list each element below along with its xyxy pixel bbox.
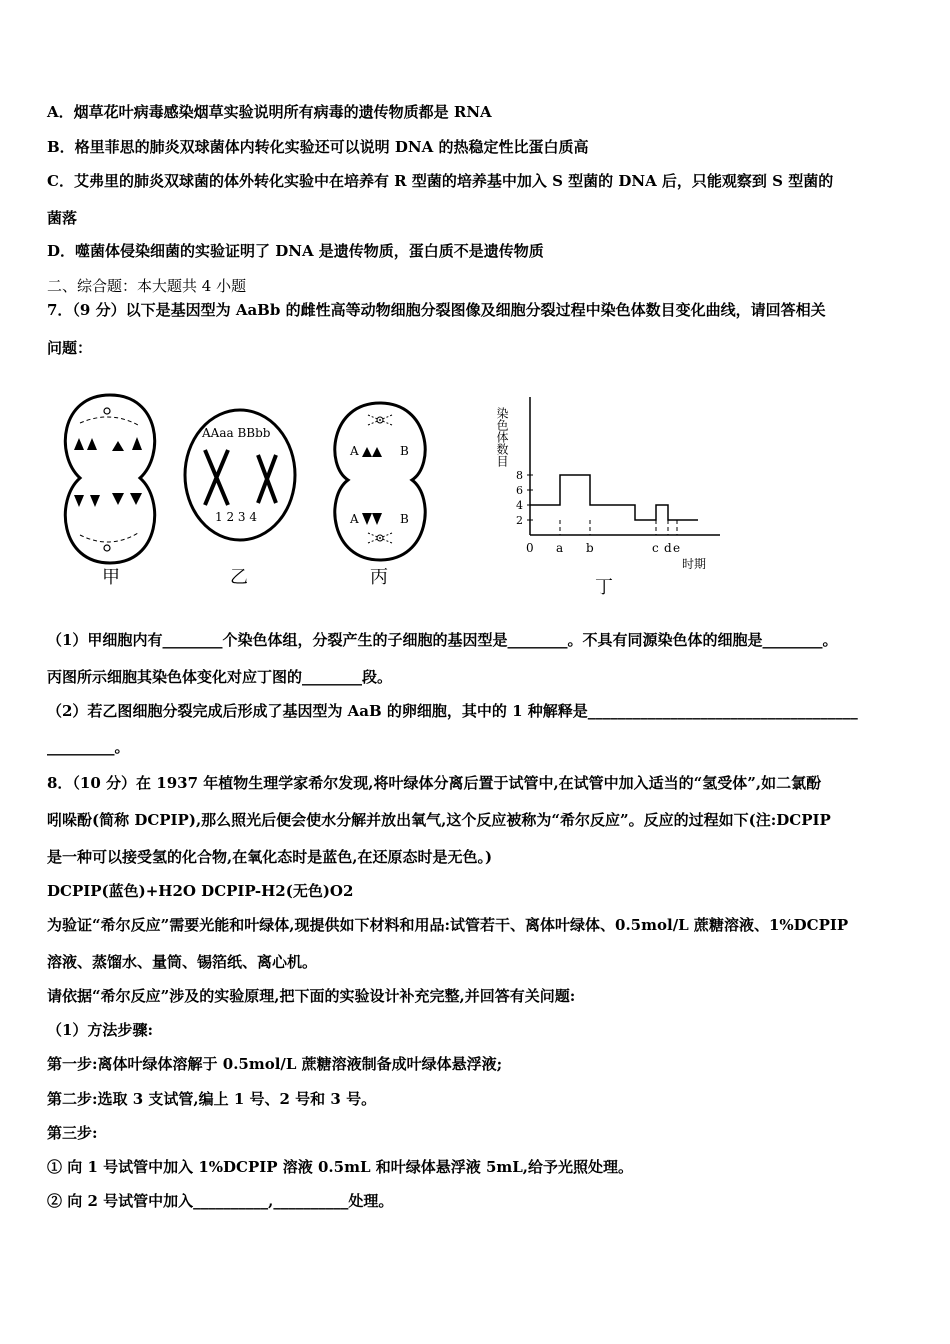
q8-line1: 8．（10 分）在 1937 年植物生理学家希尔发现,将叶绿体分离后置于试管中,在试管中加入适当的“氢受体”,如二氯酚 (47, 774, 822, 792)
q8-line6: 请依据“希尔反应”涉及的实验原理,把下面的实验设计补充完整,并回答有关问题: (47, 987, 576, 1005)
chromosome-count-chart (516, 397, 720, 555)
q7-sub1-line1: （1）甲细胞内有________个染色体组，分裂产生的子细胞的基因型是________。不具有同源染色体的细胞是________。 (47, 631, 838, 649)
q8-equation: DCPIP(蓝色)+H2O DCPIP-H2(无色)O2 (47, 882, 354, 900)
q7-sub2-line2: _________。 (47, 738, 130, 756)
q8-step2: 第二步:选取 3 支试管,编上 1 号、2 号和 3 号。 (47, 1090, 377, 1108)
cell-division-figure (50, 385, 730, 600)
q7-sub2-line1: （2）若乙图细胞分裂完成后形成了基因型为 AaB 的卵细胞，其中的 1 种解释是____________________________________ (47, 702, 858, 720)
yi-allele-labels: AAaa BBbb (202, 426, 271, 440)
q8-step3: 第三步: (47, 1124, 98, 1142)
yi-chromosome-numbers: 1 2 3 4 (215, 510, 257, 524)
y-tick-label: 2 (516, 514, 523, 527)
x-tick-label: b (586, 541, 594, 555)
q8-step1: 第一步:离体叶绿体溶解于 0.5mol/L 蔗糖溶液制备成叶绿体悬浮液; (47, 1055, 503, 1073)
q8-line2: 吲哚酚(简称 DCPIP),那么照光后便会使水分解并放出氧气,这个反应被称为“希尔反应”。反应的过程如下(注:DCPIP (47, 811, 831, 829)
bing-label-a1: A (350, 444, 359, 458)
bing-label-b1: B (400, 444, 409, 458)
series-line (530, 475, 698, 520)
chart-ylabel: 染色体数目 (495, 407, 509, 467)
bing-label-a2: A (350, 512, 359, 526)
option-b: B．格里菲思的肺炎双球菌体内转化实验还可以说明 DNA 的热稳定性比蛋白质高 (47, 138, 589, 156)
q8-step3b: ② 向 2 号试管中加入__________,__________处理。 (47, 1192, 394, 1210)
q8-step3a: ① 向 1 号试管中加入 1%DCPIP 溶液 0.5mL 和叶绿体悬浮液 5mL,给予光照处理。 (47, 1158, 634, 1176)
option-c-line1: C．艾弗里的肺炎双球菌的体外转化实验中在培养有 R 型菌的培养基中加入 S 型菌的 DNA 后，只能观察到 S 型菌的 (47, 172, 834, 190)
q7-line2: 问题： (47, 339, 93, 357)
caption-jia: 甲 (102, 567, 120, 588)
y-tick-label: 6 (516, 484, 523, 497)
y-tick-label: 8 (516, 469, 523, 482)
q7-sub1-line2: 丙图所示细胞其染色体变化对应丁图的________段。 (47, 668, 393, 686)
caption-bing: 丙 (370, 567, 388, 588)
x-tick-label: d (664, 541, 672, 555)
x-tick-label: a (556, 541, 564, 555)
cell-bing (335, 403, 425, 560)
option-a: A．烟草花叶病毒感染烟草实验说明所有病毒的遗传物质都是 RNA (47, 103, 492, 121)
bing-label-b2: B (400, 512, 409, 526)
chart-xlabel: 时期 (682, 557, 707, 571)
q7-line1: 7．（9 分）以下是基因型为 AaBb 的雌性高等动物细胞分裂图像及细胞分裂过程中染色体数目变化曲线，请回答相关 (47, 301, 826, 319)
caption-ding: 丁 (595, 577, 613, 598)
cell-jia (65, 395, 154, 563)
section-title: 二、综合题：本大题共 4 小题 (47, 277, 247, 295)
q8-line3: 是一种可以接受氢的化合物,在氧化态时是蓝色,在还原态时是无色。) (47, 848, 493, 866)
caption-yi: 乙 (230, 567, 248, 588)
x-tick-label: e (673, 541, 681, 555)
option-d: D．噬菌体侵染细菌的实验证明了 DNA 是遗传物质，蛋白质不是遗传物质 (47, 242, 544, 260)
q8-line4: 为验证“希尔反应”需要光能和叶绿体,现提供如下材料和用品:试管若干、离体叶绿体、0.5mol/L 蔗糖溶液、1%DCPIP (47, 916, 849, 934)
x-tick-label: 0 (526, 541, 534, 555)
option-c-line2: 菌落 (47, 209, 78, 227)
y-tick-label: 4 (516, 499, 523, 512)
q8-line5: 溶液、蒸馏水、量筒、锡箔纸、离心机。 (47, 953, 318, 971)
x-tick-label: c (652, 541, 659, 555)
q8-step-head: （1）方法步骤: (47, 1021, 153, 1039)
